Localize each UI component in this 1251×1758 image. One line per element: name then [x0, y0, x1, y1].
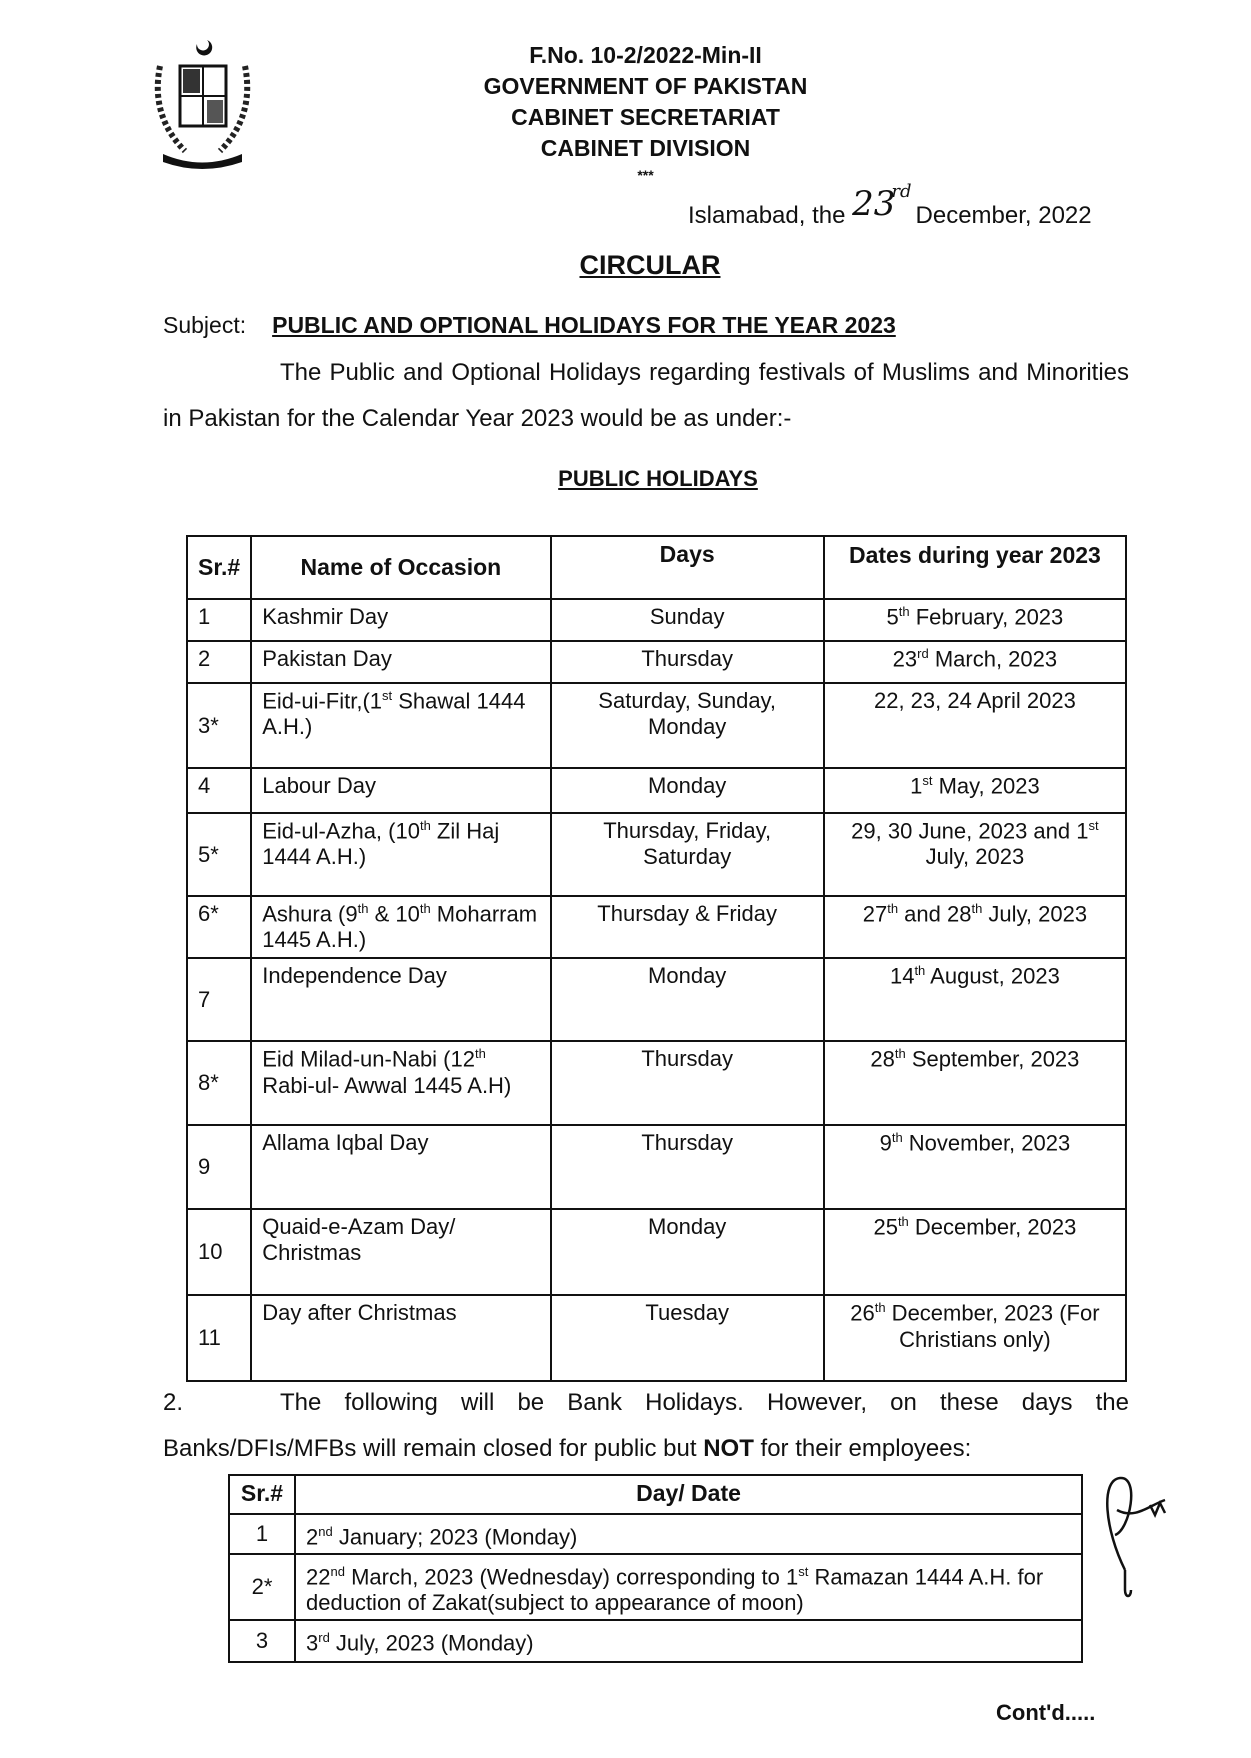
separator-stars: *** — [637, 167, 654, 183]
public-holidays-table — [186, 535, 1127, 1382]
text-segment: 29, 30 June, 2023 and 1 — [851, 818, 1089, 844]
superscript: th — [357, 901, 369, 916]
superscript: st — [798, 1564, 809, 1580]
text-segment: and 28 — [898, 901, 972, 927]
table-row — [187, 683, 1126, 768]
date-suffix: December, 2022 — [915, 202, 1092, 229]
file-number: F.No. 10-2/2022-Min-II — [529, 42, 762, 68]
subject-line — [163, 312, 896, 339]
text-segment: 22, 23, 24 April 2023 — [873, 688, 1076, 713]
cell-sr: 1 — [229, 1514, 295, 1554]
text-segment: 9 — [879, 1130, 892, 1156]
col-header-day-date: Day/ Date — [295, 1475, 1082, 1514]
org-line-1: GOVERNMENT OF PAKISTAN — [483, 73, 808, 99]
cell-date — [824, 641, 1126, 683]
cell-days: Sunday — [551, 599, 824, 641]
cell-occasion — [251, 641, 550, 683]
handwritten-day: 23 — [852, 184, 896, 224]
cell-days: Monday — [551, 768, 824, 813]
cell-date — [824, 1295, 1126, 1381]
text-segment: November, 2023 — [902, 1130, 1071, 1156]
col-header-sr: Sr.# — [229, 1475, 295, 1514]
text-segment: May, 2023 — [932, 773, 1040, 799]
bank-holidays-table — [228, 1474, 1083, 1663]
cell-day-date — [295, 1554, 1082, 1619]
cell-occasion — [251, 1125, 550, 1209]
cell-sr: 8* — [187, 1041, 251, 1125]
table-row — [187, 1209, 1126, 1295]
superscript: nd — [330, 1564, 345, 1580]
cell-sr: 3* — [187, 683, 251, 768]
cell-sr: 3 — [229, 1620, 295, 1662]
text-segment: Independence Day — [262, 963, 447, 989]
cell-date — [824, 813, 1126, 896]
text-segment: 22 — [306, 1564, 331, 1590]
document-title: CIRCULAR — [579, 250, 721, 280]
cell-sr: 1 — [187, 599, 251, 641]
cell-days: Tuesday — [551, 1295, 824, 1381]
text-segment: January; 2023 (Monday) — [332, 1524, 578, 1550]
text-segment: Eid Milad-un-Nabi (12 — [262, 1046, 475, 1072]
issue-date — [688, 181, 1092, 232]
table-row — [187, 1295, 1126, 1381]
text-segment: December, 2023 (For Christians only) — [885, 1300, 1100, 1352]
cell-occasion — [251, 958, 550, 1041]
date-prefix: Islamabad, the — [688, 202, 853, 229]
text-segment: Eid-ul-Azha, (10 — [262, 818, 420, 844]
text-segment: 25 — [873, 1214, 898, 1240]
text-segment: 23 — [892, 646, 918, 672]
text-segment: Kashmir Day — [262, 604, 389, 629]
text-segment: Ashura (9 — [262, 901, 358, 927]
text-segment: 5 — [886, 604, 899, 630]
superscript: th — [914, 963, 926, 979]
col-header-name: Name of Occasion — [251, 536, 550, 599]
text-segment: & 10 — [368, 901, 420, 927]
cell-sr: 10 — [187, 1209, 251, 1295]
superscript: st — [1088, 818, 1099, 833]
cell-sr: 2 — [187, 641, 251, 683]
cell-sr: 11 — [187, 1295, 251, 1381]
text-segment: Labour Day — [262, 773, 376, 798]
cell-days: Monday — [551, 1209, 824, 1295]
superscript: nd — [318, 1524, 333, 1539]
superscript: th — [894, 1046, 906, 1062]
cell-occasion — [251, 1209, 550, 1295]
cell-occasion — [251, 768, 550, 813]
text-segment: February, 2023 — [909, 604, 1064, 630]
text-segment: Eid-ui-Fitr,(1 — [262, 688, 383, 714]
table-row — [229, 1620, 1082, 1662]
table-row — [187, 958, 1126, 1041]
text-segment: Ramazan 1444 A.H. for deduction of Zakat(subject to appearance of moon) — [306, 1564, 1044, 1615]
cell-sr: 7 — [187, 958, 251, 1041]
cell-sr: 6* — [187, 896, 251, 958]
col-header-dates: Dates during year 2023 — [824, 536, 1126, 599]
cell-sr: 2* — [229, 1554, 295, 1619]
bank-para-emphasis: NOT — [703, 1435, 754, 1462]
text-segment: December, 2023 — [908, 1214, 1077, 1240]
cell-date — [824, 896, 1126, 958]
cell-date — [824, 599, 1126, 641]
handwritten-day-suffix: rd — [891, 181, 912, 202]
col-header-sr: Sr.# — [187, 536, 251, 599]
cell-date — [824, 1041, 1126, 1125]
text-segment: 28 — [870, 1046, 895, 1072]
cell-occasion — [251, 813, 550, 896]
table-row — [187, 599, 1126, 641]
cell-days: Thursday & Friday — [551, 896, 824, 958]
text-segment: March, 2023 (Wednesday) corresponding to 1 — [344, 1564, 799, 1590]
cell-date — [824, 1209, 1126, 1295]
col-header-days: Days — [551, 536, 824, 599]
text-segment: 2 — [306, 1524, 319, 1550]
text-segment: August, 2023 — [925, 963, 1060, 989]
cell-occasion — [251, 599, 550, 641]
cell-sr: 9 — [187, 1125, 251, 1209]
text-segment: Rabi-ul- Awwal 1445 A.H) — [262, 1072, 512, 1098]
table-row — [229, 1554, 1082, 1619]
bank-holidays-paragraph — [163, 1380, 1129, 1472]
text-segment: July, 2023 — [925, 844, 1025, 870]
text-segment: Pakistan Day — [262, 646, 392, 671]
superscript: th — [887, 901, 899, 916]
superscript: rd — [917, 646, 929, 661]
handwritten-signature — [1095, 1470, 1185, 1600]
text-segment: September, 2023 — [905, 1046, 1080, 1072]
text-segment: Zil Haj 1444 A.H.) — [262, 818, 500, 870]
superscript: th — [971, 901, 983, 916]
cell-sr: 4 — [187, 768, 251, 813]
superscript: th — [474, 1046, 486, 1062]
cell-occasion — [251, 896, 550, 958]
table-row — [187, 1125, 1126, 1209]
superscript: st — [922, 773, 933, 788]
cell-day-date — [295, 1514, 1082, 1554]
superscript: rd — [318, 1629, 330, 1645]
cell-day-date — [295, 1620, 1082, 1662]
org-line-2: CABINET SECRETARIAT — [511, 104, 780, 130]
text-segment: 3 — [306, 1629, 319, 1655]
text-segment: Quaid-e-Azam Day/ Christmas — [262, 1214, 456, 1266]
bank-para-text: The following will be Bank Holidays. However, on these days the Banks/DFIs/MFBs will remain closed for public but — [163, 1389, 1129, 1462]
cell-date — [824, 958, 1126, 1041]
text-segment: July, 2023 (Monday) — [329, 1629, 534, 1655]
table-header-row — [187, 536, 1126, 599]
table-row — [229, 1514, 1082, 1554]
cell-days: Thursday — [551, 1041, 824, 1125]
table-row — [187, 768, 1126, 813]
text-segment: 27 — [862, 901, 888, 927]
text-segment: Day after Christmas — [262, 1300, 457, 1326]
table-row — [187, 641, 1126, 683]
cell-occasion — [251, 683, 550, 768]
cell-sr: 5* — [187, 813, 251, 896]
continued-note: Cont'd..... — [996, 1700, 1096, 1725]
table-header-row — [229, 1475, 1082, 1514]
superscript: th — [419, 818, 431, 833]
cell-days: Thursday — [551, 641, 824, 683]
superscript: st — [382, 688, 393, 703]
cell-occasion — [251, 1041, 550, 1125]
cell-date — [824, 1125, 1126, 1209]
text-segment: Shawal 1444 A.H.) — [262, 688, 526, 740]
text-segment: Moharram 1445 A.H.) — [262, 901, 538, 953]
table-row — [187, 1041, 1126, 1125]
text-segment: 14 — [889, 963, 915, 989]
table-row — [187, 896, 1126, 958]
paragraph-number: 2. — [163, 1389, 184, 1416]
text-segment: 1 — [910, 773, 923, 799]
text-segment: March, 2023 — [928, 646, 1058, 672]
superscript: th — [898, 604, 910, 619]
text-segment: 26 — [850, 1300, 875, 1326]
org-line-3: CABINET DIVISION — [540, 135, 751, 161]
text-segment: Allama Iqbal Day — [262, 1130, 429, 1156]
superscript: th — [419, 901, 431, 916]
cell-days: Saturday, Sunday, Monday — [551, 683, 824, 768]
subject-label: Subject: — [163, 312, 247, 338]
intro-paragraph: The Public and Optional Holidays regarding festivals of Muslims and Minorities in Pakistan for the Calendar Year 2023 would be as under:- — [163, 359, 1129, 432]
bank-para-text-end: for their employees: — [753, 1435, 972, 1462]
cell-date — [824, 683, 1126, 768]
superscript: th — [897, 1214, 909, 1230]
text-segment: July, 2023 — [982, 901, 1088, 927]
cell-days: Thursday — [551, 1125, 824, 1209]
cell-occasion — [251, 1295, 550, 1381]
table-row — [187, 813, 1126, 896]
cell-days: Thursday, Friday, Saturday — [551, 813, 824, 896]
cell-days: Monday — [551, 958, 824, 1041]
public-holidays-heading: PUBLIC HOLIDAYS — [558, 466, 758, 491]
superscript: th — [874, 1300, 886, 1316]
superscript: th — [891, 1130, 903, 1146]
cell-date — [824, 768, 1126, 813]
subject-text: PUBLIC AND OPTIONAL HOLIDAYS FOR THE YEAR 2023 — [272, 312, 896, 338]
